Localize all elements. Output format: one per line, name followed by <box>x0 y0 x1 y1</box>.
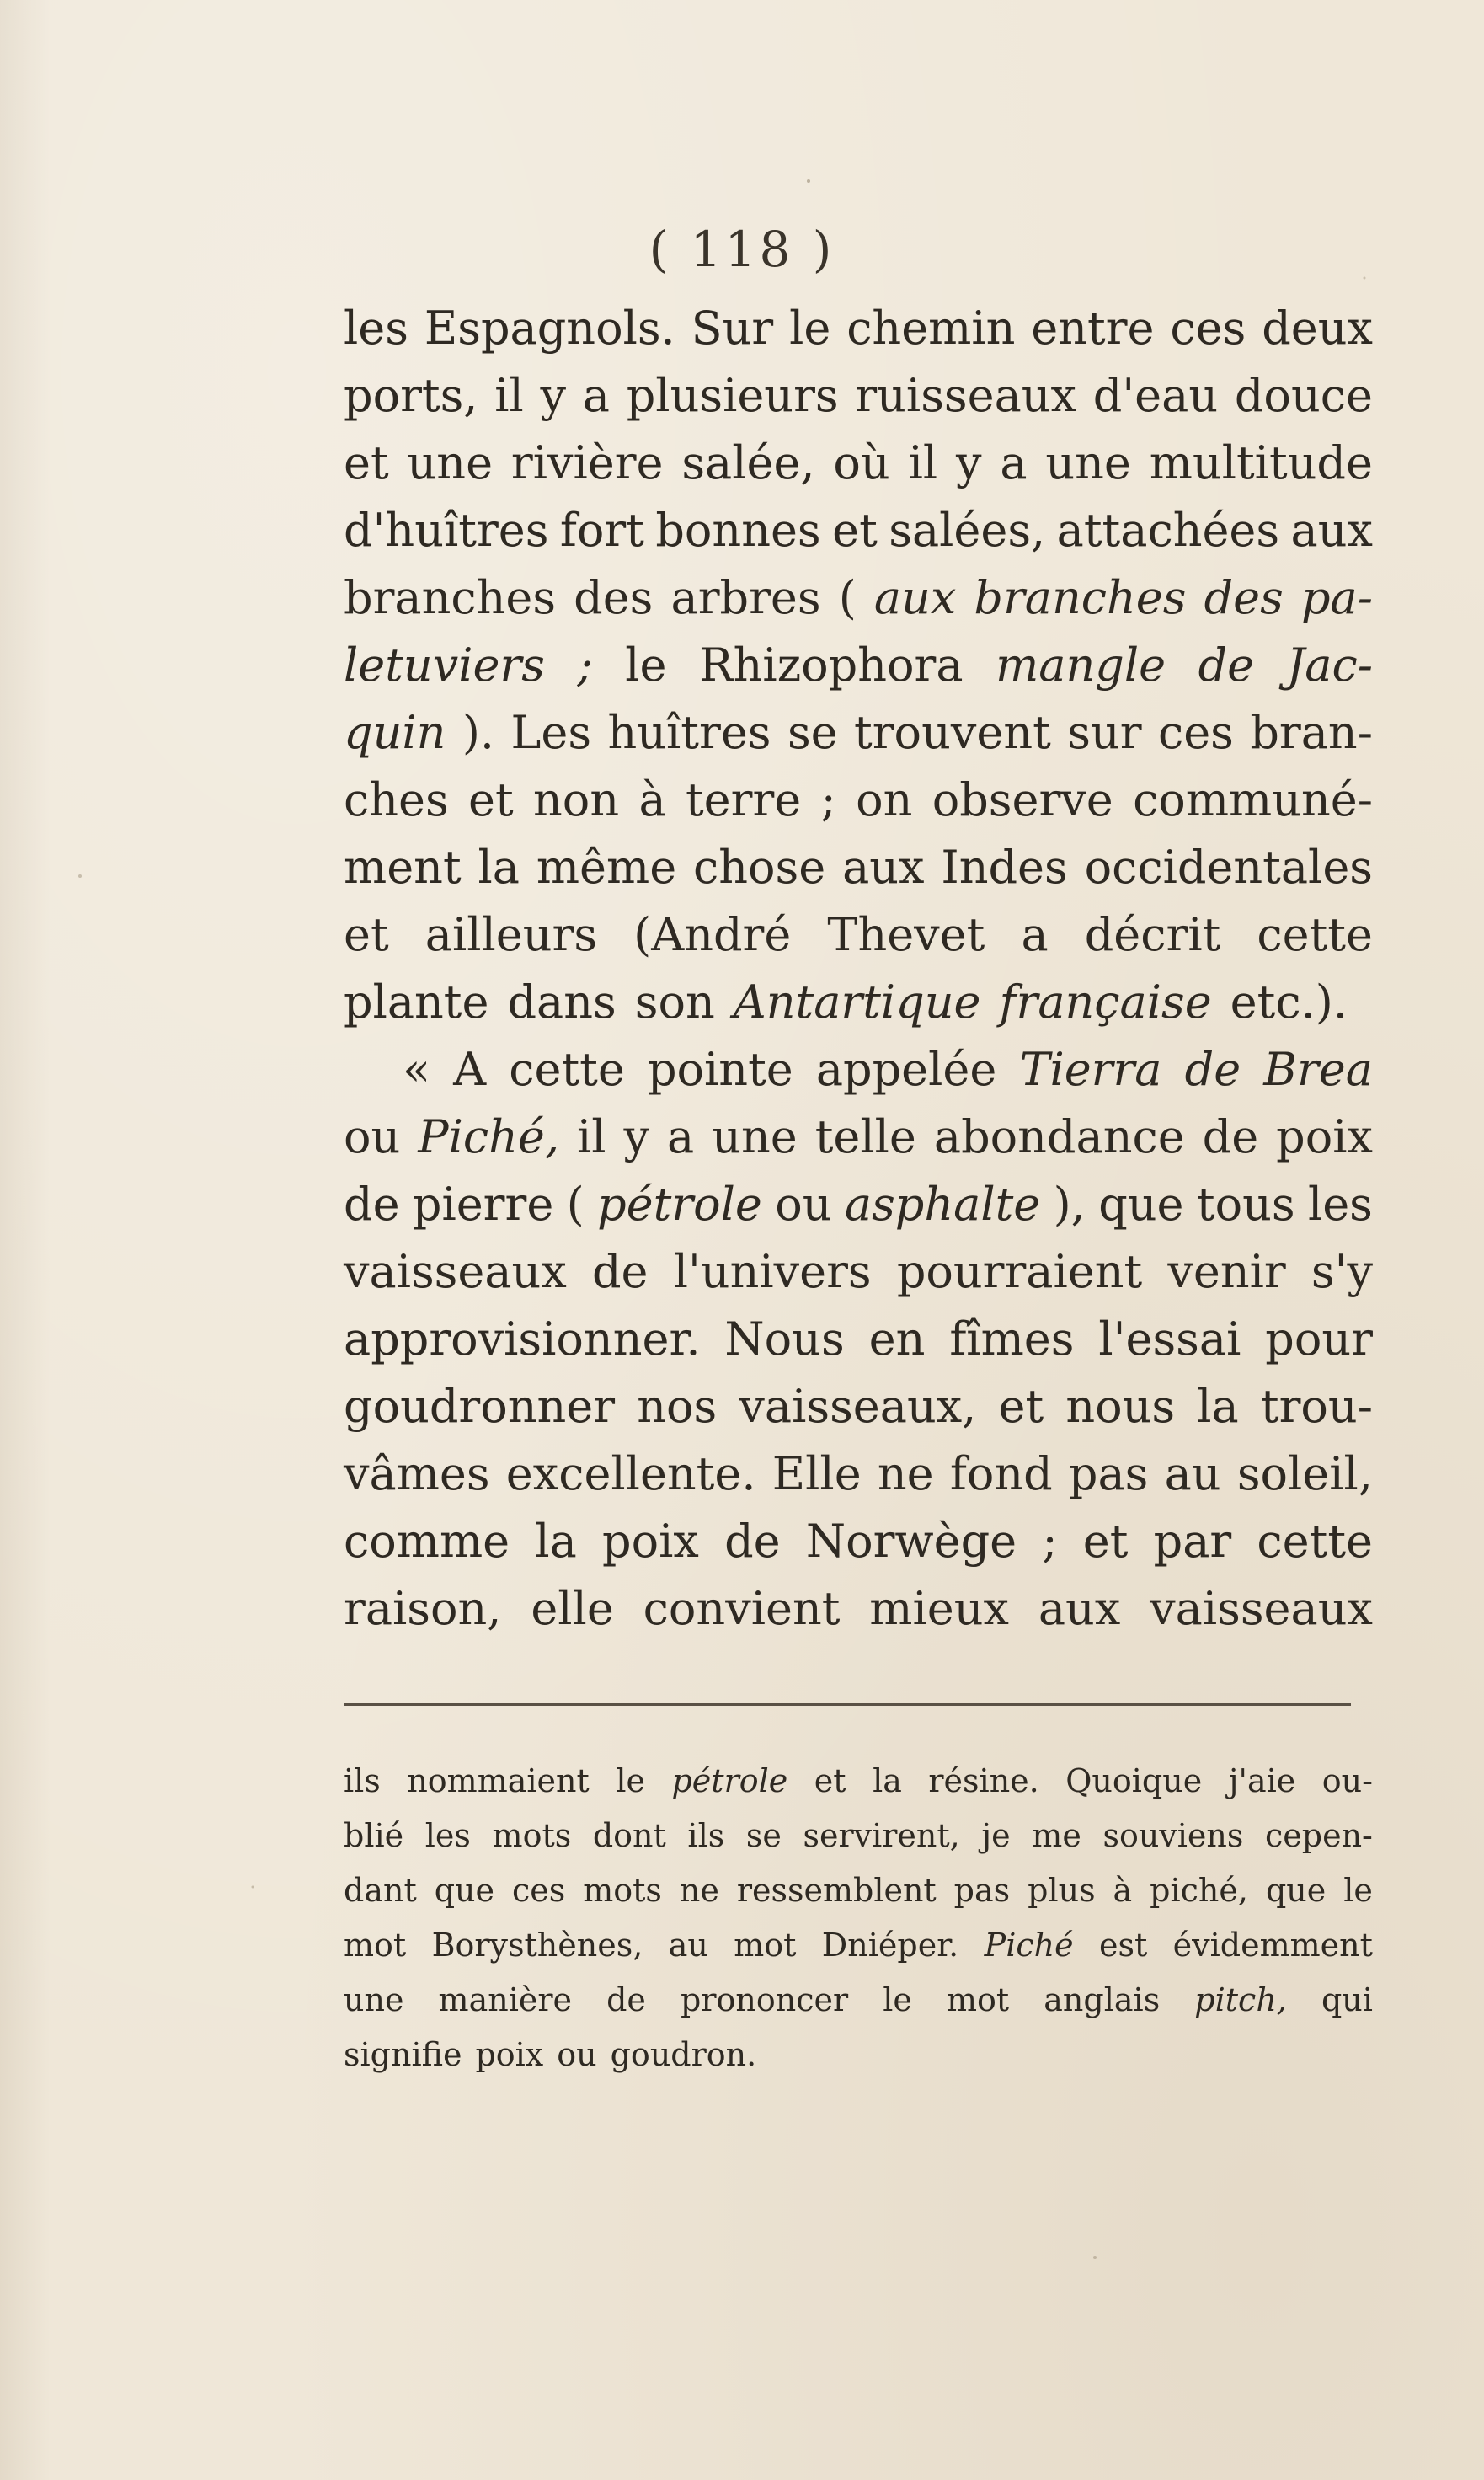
word: quin <box>344 706 446 759</box>
footnote-word: j'aie <box>1228 1762 1296 1799</box>
word: y <box>955 436 982 489</box>
word: française <box>999 975 1212 1029</box>
word: et <box>832 504 878 557</box>
word: se <box>787 706 838 759</box>
body-line <box>344 699 1373 767</box>
footnote-word: le <box>1343 1872 1373 1909</box>
word: occidentales <box>1084 841 1373 894</box>
footnote-word: ces <box>511 1872 566 1909</box>
word: Thevet <box>827 908 985 961</box>
footnote-word: se <box>745 1817 782 1854</box>
word: ces <box>1170 302 1246 355</box>
word: pierre <box>412 1178 554 1231</box>
word: trou- <box>1260 1380 1373 1433</box>
footnote-word: et <box>814 1762 846 1799</box>
word: raison, <box>344 1582 502 1635</box>
word: fond <box>949 1447 1053 1500</box>
word: ). <box>462 706 495 759</box>
word: Tierra <box>1019 1043 1162 1096</box>
footnote-word: ou- <box>1321 1762 1373 1799</box>
footnote-word: me <box>1032 1817 1081 1854</box>
word: pourraient <box>896 1245 1143 1298</box>
footnote-word: nommaient <box>407 1762 590 1799</box>
footnote-word: mots <box>583 1872 662 1909</box>
body-line <box>344 362 1373 430</box>
word: salée, <box>681 436 815 489</box>
word: convient <box>643 1582 841 1635</box>
word: vaisseaux <box>344 1245 567 1298</box>
word: ruisseaux <box>855 369 1077 422</box>
word: Rhizophora <box>699 639 964 692</box>
word: la <box>1197 1380 1239 1433</box>
word: chemin <box>846 302 1016 355</box>
footnote-word: qui <box>1321 1981 1373 2018</box>
footnote-word: de <box>606 1981 646 2018</box>
footnote-word: souviens <box>1102 1817 1244 1854</box>
word: aux <box>842 841 925 894</box>
footnote-word: les <box>424 1817 471 1854</box>
word: trouvent <box>854 706 1051 759</box>
word: de <box>1184 1043 1241 1096</box>
footnote-word: piché, <box>1150 1872 1248 1909</box>
footnote-word: au <box>668 1927 708 1964</box>
word: ; <box>820 773 836 826</box>
word: à <box>638 773 666 826</box>
word: comme <box>344 1515 510 1568</box>
footnote-word: à <box>1113 1872 1133 1909</box>
footnote-word: pas <box>953 1872 1011 1909</box>
footnote-word: Dniéper. <box>821 1927 959 1964</box>
word: Piché, <box>418 1110 560 1163</box>
footnote-line <box>344 1863 1373 1918</box>
word: l'essai <box>1098 1312 1241 1366</box>
body-line <box>344 1104 1373 1171</box>
footnote-word: une <box>344 1981 404 2018</box>
footnote-word: le <box>616 1762 645 1799</box>
word: ( <box>566 1178 585 1231</box>
word: ches <box>344 773 449 826</box>
word: deux <box>1262 302 1373 355</box>
word: « <box>403 1043 431 1096</box>
word: même <box>536 841 677 894</box>
footnote-word: goudron. <box>610 2036 757 2073</box>
word: Brea <box>1263 1043 1373 1096</box>
word: douce <box>1234 369 1373 422</box>
word: nous <box>1065 1380 1176 1433</box>
word: Norwège <box>805 1515 1017 1568</box>
body-line <box>344 295 1373 362</box>
word: arbres <box>670 571 821 624</box>
word: des <box>1204 571 1284 624</box>
footnote-word: pétrole <box>671 1762 788 1799</box>
word: de <box>1198 639 1255 692</box>
word: en <box>868 1312 926 1366</box>
footnote-divider <box>344 1703 1351 1706</box>
body-line <box>344 564 1373 632</box>
word: au <box>1164 1447 1221 1500</box>
word: venir <box>1167 1245 1286 1298</box>
word: une <box>1045 436 1131 489</box>
word: d'huîtres <box>344 504 549 557</box>
word: vaisseaux, <box>739 1380 977 1433</box>
word: terre <box>685 773 802 826</box>
word: rivière <box>510 436 664 489</box>
body-line <box>344 1306 1373 1373</box>
word: ; <box>577 639 593 692</box>
footnote-word: servirent, <box>803 1817 960 1854</box>
word: pa- <box>1300 571 1373 624</box>
word: ports, <box>344 369 478 422</box>
footnote-line <box>344 1973 1373 2028</box>
word: de <box>344 1178 400 1231</box>
word: huîtres <box>607 706 771 759</box>
word: d'eau <box>1092 369 1219 422</box>
word: la <box>535 1515 577 1568</box>
word: a <box>582 369 610 422</box>
word: les <box>344 302 408 355</box>
footnote-word: Borysthènes, <box>431 1927 643 1964</box>
word: ( <box>838 571 857 624</box>
word: son <box>634 975 715 1029</box>
word: appelée <box>815 1043 997 1096</box>
word: les <box>1307 1178 1373 1231</box>
body-line <box>344 632 1373 699</box>
word: il <box>908 436 938 489</box>
footnote-word: ressemblent <box>736 1872 937 1909</box>
word: pas <box>1068 1447 1149 1500</box>
word: etc.). <box>1230 975 1348 1029</box>
word: cette <box>509 1043 625 1096</box>
footnote-word: manière <box>438 1981 572 2018</box>
word: le <box>789 302 831 355</box>
word: Elle <box>771 1447 862 1500</box>
word: Indes <box>941 841 1068 894</box>
word: de <box>1202 1110 1259 1163</box>
body-line <box>344 834 1373 901</box>
word: telle <box>814 1110 916 1163</box>
word: l'univers <box>673 1245 872 1298</box>
word: elle <box>531 1582 614 1635</box>
footnote <box>344 1754 1373 2082</box>
word: il <box>494 369 524 422</box>
word: décrit <box>1084 908 1221 961</box>
footnote-word: pitch, <box>1194 1981 1287 2018</box>
body-line <box>344 1238 1373 1306</box>
footnote-word: que <box>434 1872 494 1909</box>
footnote-word: cepen- <box>1265 1817 1373 1854</box>
footnote-word: dant <box>344 1872 417 1909</box>
word: aux <box>873 571 957 624</box>
word: par <box>1153 1515 1232 1568</box>
word: de <box>591 1245 649 1298</box>
word: et <box>344 908 389 961</box>
word: et <box>468 773 514 826</box>
word: attachées <box>1056 504 1280 557</box>
word: soleil, <box>1236 1447 1373 1500</box>
word: approvisionner. <box>344 1312 701 1366</box>
word: aux <box>1290 504 1373 557</box>
body-line <box>344 1171 1373 1238</box>
word: excellente. <box>505 1447 756 1500</box>
footnote-word: dont <box>592 1817 666 1854</box>
word: pour <box>1265 1312 1373 1366</box>
word: une <box>407 436 494 489</box>
footnote-word: mot <box>947 1981 1010 2018</box>
word: ailleurs <box>424 908 598 961</box>
word: y <box>623 1110 650 1163</box>
word: pointe <box>647 1043 793 1096</box>
footnote-word: évidemment <box>1172 1927 1373 1964</box>
word: y <box>540 369 567 422</box>
word: Les <box>510 706 592 759</box>
word: la <box>478 841 520 894</box>
word: A <box>453 1043 487 1096</box>
word: ou <box>344 1110 401 1163</box>
word: bonnes <box>655 504 821 557</box>
word: letuviers <box>344 639 545 692</box>
footnote-word: est <box>1099 1927 1148 1964</box>
word: Antartique <box>733 975 981 1029</box>
word: branches <box>344 571 557 624</box>
word: bran- <box>1250 706 1373 759</box>
footnote-word: ils <box>344 1762 381 1799</box>
word: et <box>998 1380 1044 1433</box>
word: Jac- <box>1286 639 1373 692</box>
body-line <box>344 1036 1373 1104</box>
word: a <box>1000 436 1028 489</box>
word: multitude <box>1149 436 1373 489</box>
footnote-word: mot <box>344 1927 407 1964</box>
word: plusieurs <box>626 369 839 422</box>
body-line <box>344 1373 1373 1440</box>
word: ; <box>1042 1515 1058 1568</box>
word: (André <box>633 908 792 961</box>
word: abondance <box>933 1110 1185 1163</box>
word: chose <box>693 841 826 894</box>
word: entre <box>1031 302 1155 355</box>
word: il <box>577 1110 606 1163</box>
word: a <box>1021 908 1049 961</box>
word: dans <box>507 975 617 1029</box>
word: cette <box>1257 1515 1373 1568</box>
word: pétrole <box>597 1178 762 1231</box>
body-line <box>344 497 1373 564</box>
word: vâmes <box>344 1447 490 1500</box>
word: nos <box>637 1380 718 1433</box>
body-line <box>344 1575 1373 1643</box>
footnote-line <box>344 2028 1373 2082</box>
word: ment <box>344 841 462 894</box>
word: salées, <box>889 504 1046 557</box>
body-line <box>344 1440 1373 1508</box>
word: ), <box>1053 1178 1086 1231</box>
footnote-word: la <box>873 1762 902 1799</box>
word: poix <box>1276 1110 1373 1163</box>
word: ne <box>877 1447 934 1500</box>
footnote-line <box>344 1809 1373 1863</box>
footnote-word: ils <box>687 1817 725 1854</box>
body-line <box>344 767 1373 834</box>
page-number: ( 118 ) <box>649 221 835 278</box>
footnote-word: ou <box>557 2036 597 2073</box>
word: goudronner <box>344 1380 616 1433</box>
word: sur <box>1067 706 1142 759</box>
word: Espagnols. <box>424 302 675 355</box>
footnote-word: mot <box>734 1927 797 1964</box>
word: non <box>533 773 620 826</box>
footnote-word: poix <box>475 2036 544 2073</box>
body-text <box>344 295 1373 1643</box>
word: a <box>667 1110 695 1163</box>
word: Sur <box>691 302 774 355</box>
word: ou <box>775 1178 832 1231</box>
word: poix <box>602 1515 699 1568</box>
word: vaisseaux <box>1150 1582 1373 1635</box>
footnote-word: Quoique <box>1065 1762 1203 1799</box>
word: cette <box>1257 908 1373 961</box>
word: branches <box>974 571 1187 624</box>
word: Nous <box>724 1312 845 1366</box>
footnote-word: signifie <box>344 2036 462 2073</box>
footnote-word: résine. <box>928 1762 1039 1799</box>
footnote-word: ne <box>679 1872 719 1909</box>
word: que <box>1098 1178 1184 1231</box>
word: fîmes <box>949 1312 1075 1366</box>
body-line <box>344 430 1373 497</box>
body-line <box>344 901 1373 969</box>
word: aux <box>1038 1582 1121 1635</box>
word: mangle <box>996 639 1166 692</box>
footnote-word: que <box>1265 1872 1327 1909</box>
footnote-word: plus <box>1028 1872 1096 1909</box>
word: on <box>856 773 913 826</box>
word: plante <box>344 975 489 1029</box>
word: et <box>344 436 389 489</box>
word: tous <box>1196 1178 1295 1231</box>
word: s'y <box>1311 1245 1373 1298</box>
footnote-word: prononcer <box>681 1981 849 2018</box>
footnote-word: blié <box>344 1817 404 1854</box>
footnote-line <box>344 1754 1373 1809</box>
word: le <box>625 639 667 692</box>
body-line <box>344 969 1373 1036</box>
footnote-word: le <box>883 1981 912 2018</box>
footnote-word: mots <box>492 1817 572 1854</box>
word: de <box>724 1515 781 1568</box>
footnote-word: Piché <box>984 1927 1074 1964</box>
footnote-line <box>344 1918 1373 1973</box>
word: asphalte <box>844 1178 1041 1231</box>
word: ces <box>1157 706 1234 759</box>
word: mieux <box>869 1582 1009 1635</box>
footnote-word: je <box>981 1817 1011 1854</box>
body-line <box>344 1508 1373 1575</box>
word: des <box>574 571 654 624</box>
word: observe <box>932 773 1113 826</box>
word: et <box>1082 1515 1129 1568</box>
footnote-word: anglais <box>1044 1981 1161 2018</box>
word: fort <box>559 504 644 557</box>
word: une <box>712 1110 798 1163</box>
word: où <box>833 436 890 489</box>
word: communé- <box>1133 773 1373 826</box>
